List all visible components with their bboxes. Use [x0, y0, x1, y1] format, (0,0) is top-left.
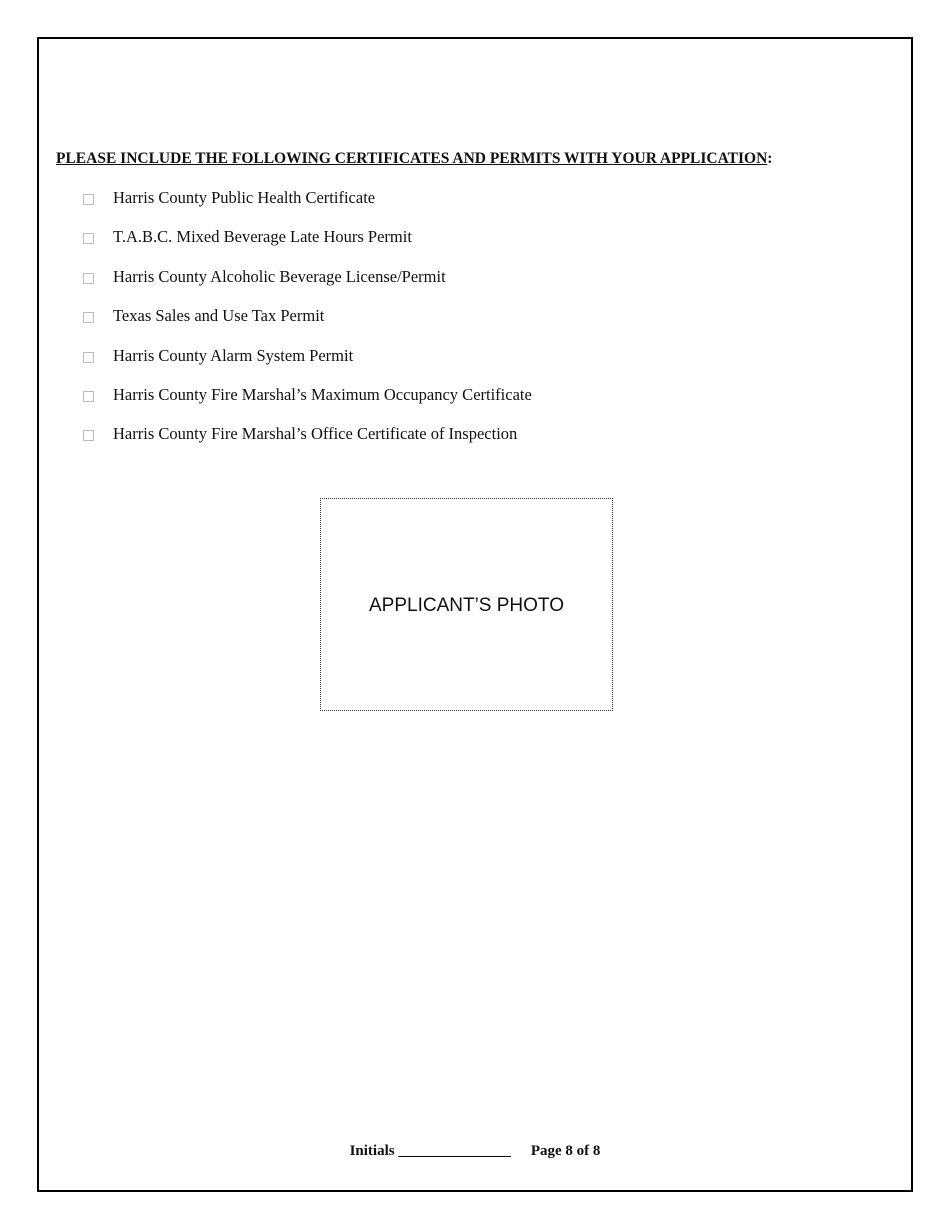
checklist-item	[83, 306, 532, 345]
checkbox[interactable]	[83, 352, 94, 363]
checkbox[interactable]	[83, 312, 94, 323]
page-number: Page 8 of 8	[530, 1143, 601, 1159]
section-heading	[56, 150, 772, 168]
checklist-item-label: Harris County Alcoholic Beverage License/Permit	[113, 266, 446, 286]
checklist-item-label: T.A.B.C. Mixed Beverage Late Hours Permit	[113, 227, 412, 247]
checklist-item	[83, 346, 532, 385]
checkbox[interactable]	[83, 391, 94, 402]
checklist-item	[83, 227, 532, 266]
certificate-checklist	[83, 188, 532, 464]
checklist-item-label: Harris County Fire Marshal’s Maximum Occupancy Certificate	[113, 384, 532, 404]
checkbox[interactable]	[83, 194, 94, 205]
checkbox[interactable]	[83, 233, 94, 244]
checklist-item-label: Harris County Fire Marshal’s Office Certificate of Inspection	[113, 424, 518, 444]
checkbox[interactable]	[83, 273, 94, 284]
page-footer	[0, 1143, 950, 1160]
checklist-item	[83, 424, 532, 463]
checklist-item-label: Texas Sales and Use Tax Permit	[113, 306, 325, 326]
checklist-item-label: Harris County Alarm System Permit	[113, 345, 354, 365]
checkbox[interactable]	[83, 430, 94, 441]
checklist-item	[83, 267, 532, 306]
checklist-item-label: Harris County Public Health Certificate	[113, 188, 376, 207]
checklist-item	[83, 385, 532, 424]
initials-field: Initials _______________	[349, 1143, 511, 1159]
applicant-photo-box	[320, 498, 613, 711]
section-heading-text: PLEASE INCLUDE THE FOLLOWING CERTIFICATES AND PERMITS WITH YOUR APPLICATION	[56, 150, 768, 167]
section-heading-colon: :	[767, 150, 773, 167]
checklist-item	[83, 188, 532, 227]
applicant-photo-label: APPLICANT’S PHOTO	[369, 594, 564, 616]
